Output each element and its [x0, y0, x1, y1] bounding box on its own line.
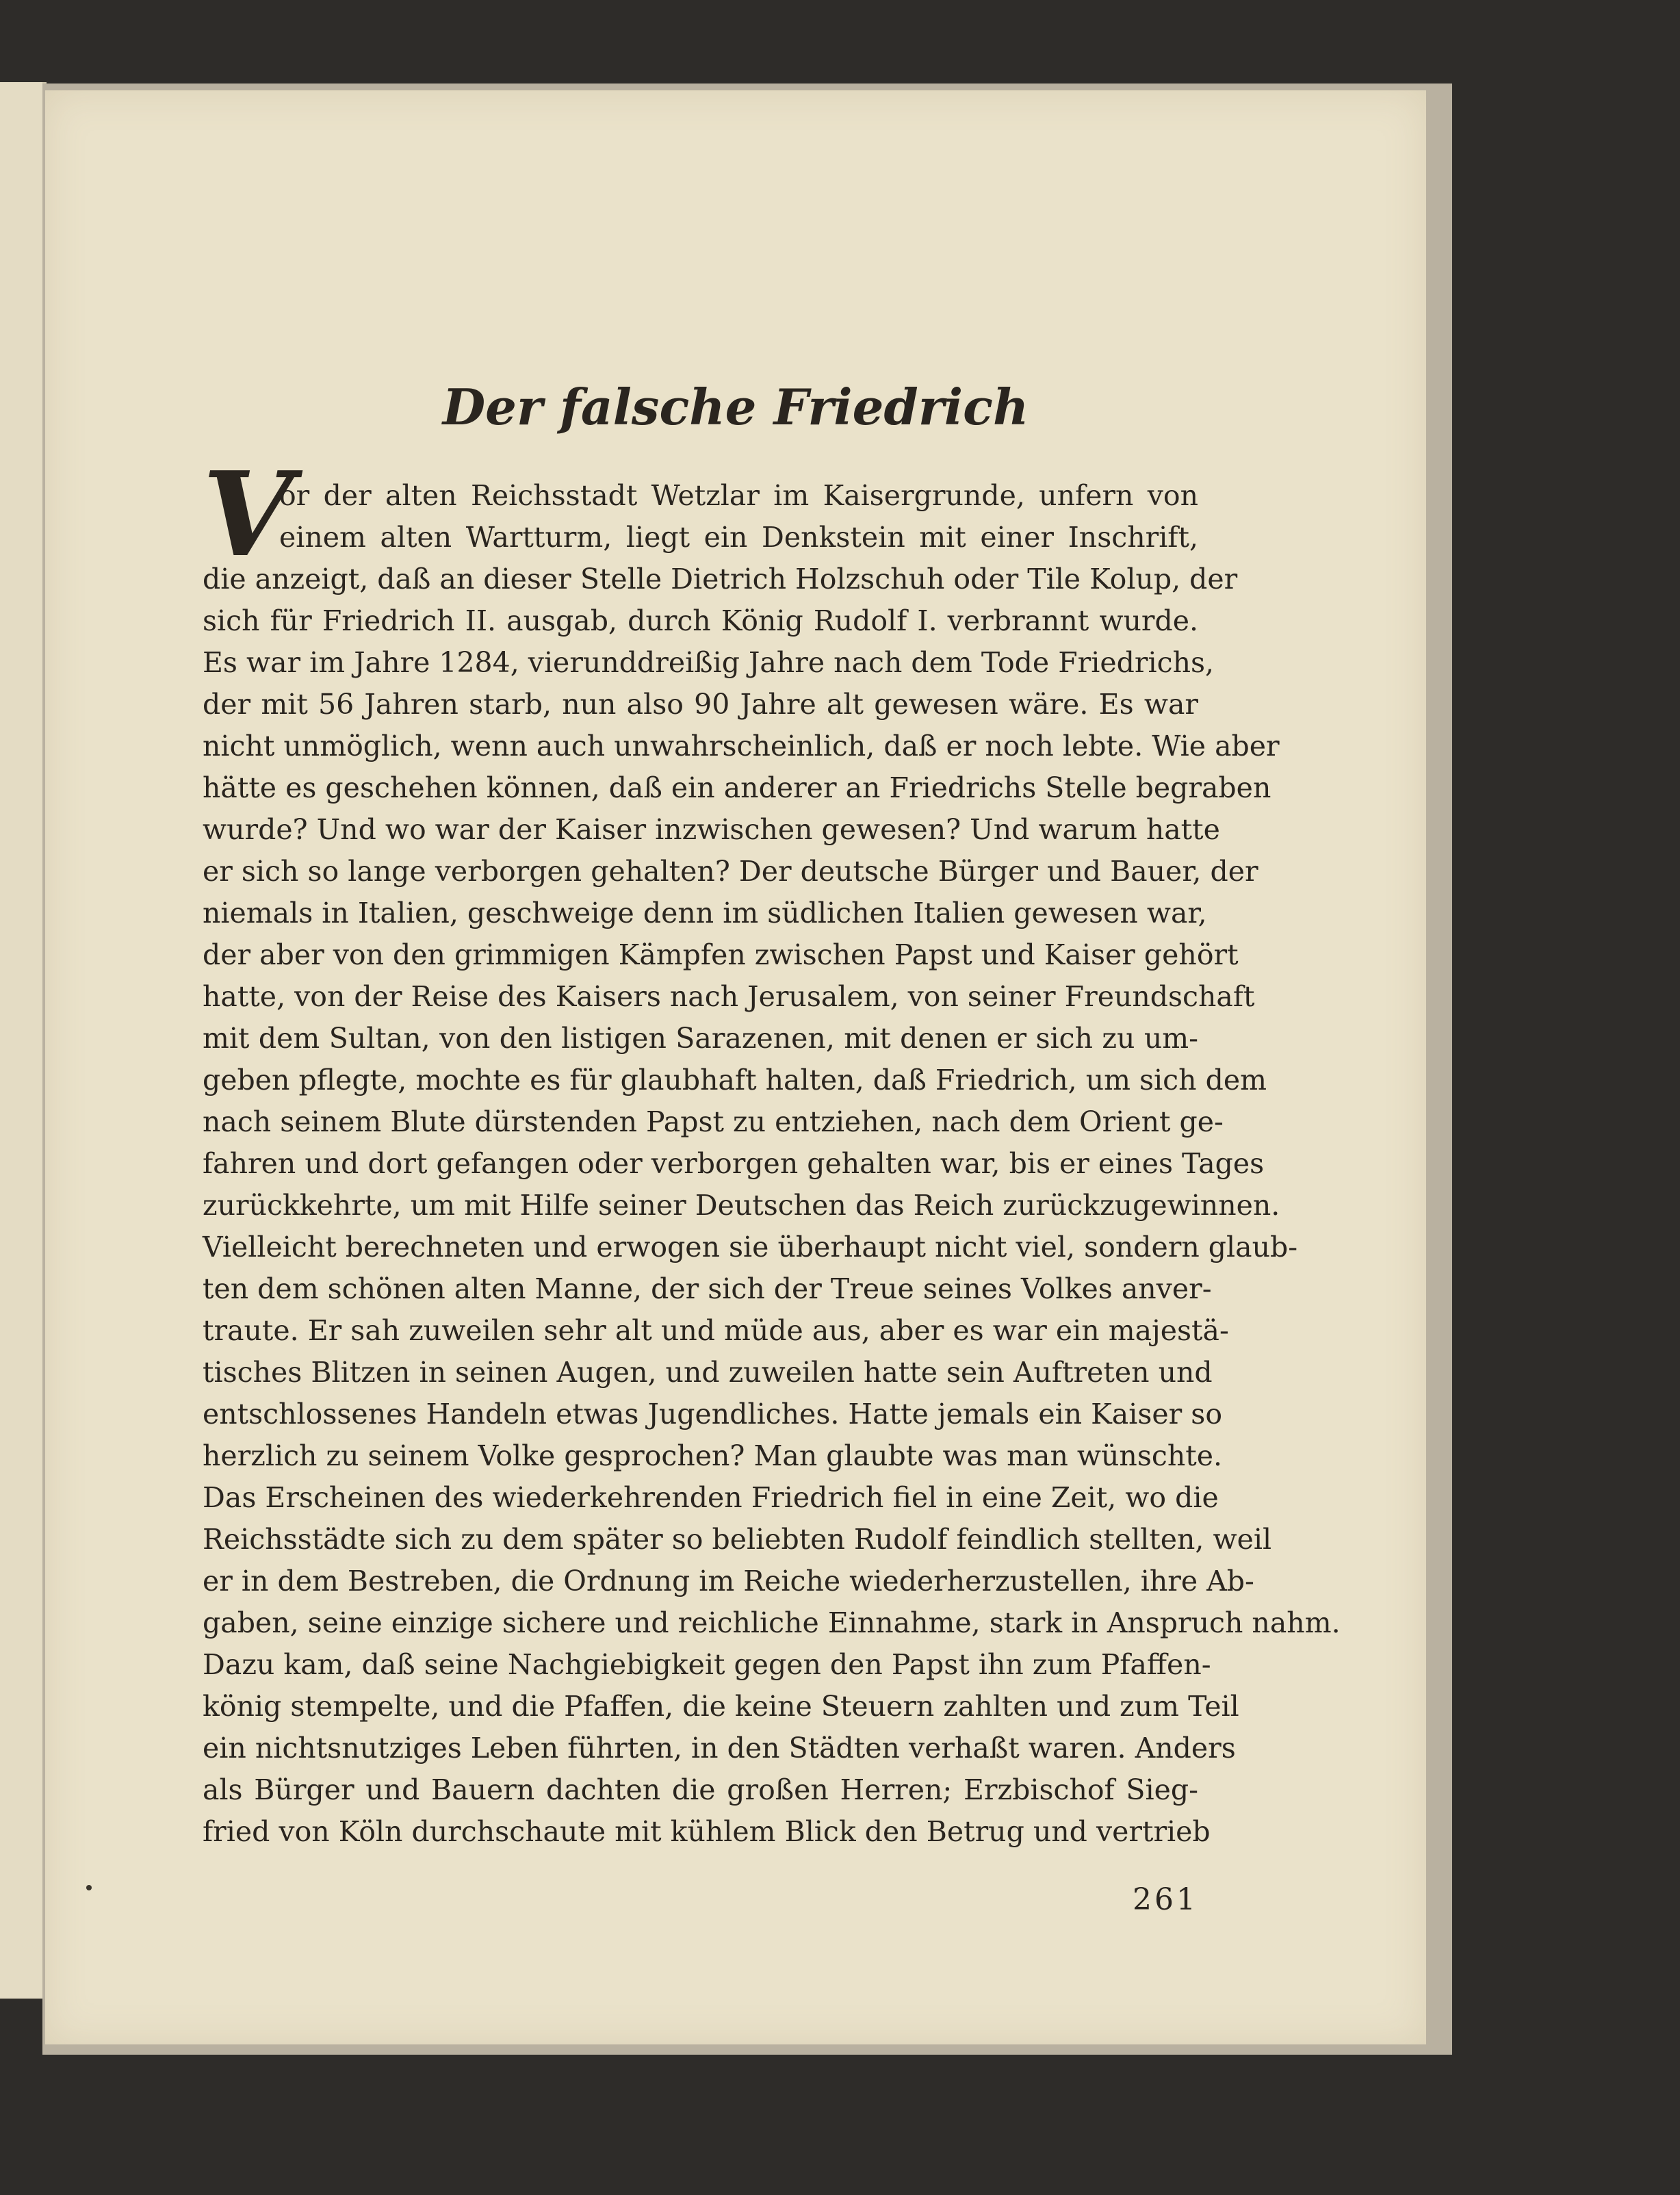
text-line: traute. Er sah zuweilen sehr alt und müde aus, aber es war ein majestä-: [203, 1314, 1229, 1347]
text-line: er sich so lange verborgen gehalten? Der deutsche Bürger und Bauer, der: [203, 855, 1258, 888]
text-line: Vielleicht berechneten und erwogen sie überhaupt nicht viel, sondern glaub-: [203, 1231, 1298, 1263]
text-line: or der alten Reichsstadt Wetzlar im Kaisergrunde, unfern von: [279, 479, 1198, 512]
text-line: nach seinem Blute dürstenden Papst zu entziehen, nach dem Orient ge-: [203, 1105, 1224, 1138]
text-line: als Bürger und Bauern dachten die großen Herren; Erzbischof Sieg-: [203, 1773, 1198, 1806]
text-line: der mit 56 Jahren starb, nun also 90 Jahre alt gewesen wäre. Es war: [203, 688, 1198, 721]
text-line: die anzeigt, daß an dieser Stelle Dietrich Holzschuh oder Tile Kolup, der: [203, 563, 1238, 595]
chapter-title: Der falsche Friedrich: [442, 378, 1029, 436]
text-line: ein nichtsnutziges Leben führten, in den Städten verhaßt waren. Anders: [203, 1732, 1236, 1764]
text-line: mit dem Sultan, von den listigen Sarazenen, mit denen er sich zu um-: [203, 1022, 1198, 1055]
text-line: zurückkehrte, um mit Hilfe seiner Deutschen das Reich zurückzugewinnen.: [203, 1189, 1280, 1222]
text-line: hätte es geschehen können, daß ein anderer an Friedrichs Stelle begraben: [203, 771, 1271, 804]
text-line: geben pflegte, mochte es für glaubhaft halten, daß Friedrich, um sich dem: [203, 1064, 1267, 1096]
text-line: fried von Köln durchschaute mit kühlem Blick den Betrug und vertrieb: [203, 1815, 1211, 1848]
text-line: Das Erscheinen des wiederkehrenden Friedrich fiel in eine Zeit, wo die: [203, 1481, 1219, 1514]
text-line: er in dem Bestreben, die Ordnung im Reiche wiederherzustellen, ihre Ab-: [203, 1565, 1254, 1597]
text-line: einem alten Wartturm, liegt ein Denkstein mit einer Inschrift,: [279, 521, 1198, 554]
text-line: wurde? Und wo war der Kaiser inzwischen gewesen? Und warum hatte: [203, 813, 1220, 846]
text-line: Dazu kam, daß seine Nachgiebigkeit gegen den Papst ihn zum Pfaffen-: [203, 1648, 1211, 1681]
page-number: 261: [1133, 1882, 1198, 1917]
body-text: [203, 475, 1341, 1853]
text-line: ten dem schönen alten Manne, der sich der Treue seines Volkes anver-: [203, 1272, 1212, 1305]
text-line: tisches Blitzen in seinen Augen, und zuweilen hatte sein Auftreten und: [203, 1356, 1213, 1389]
facing-page-edge: [0, 82, 47, 1999]
book-page: [45, 90, 1426, 2044]
text-line: niemals in Italien, geschweige denn im südlichen Italien gewesen war,: [203, 897, 1207, 929]
text-line: Es war im Jahre 1284, vierunddreißig Jahre nach dem Tode Friedrichs,: [203, 646, 1215, 679]
text-line: gaben, seine einzige sichere und reichliche Einnahme, stark in Anspruch nahm.: [203, 1606, 1341, 1639]
text-line: der aber von den grimmigen Kämpfen zwischen Papst und Kaiser gehört: [203, 938, 1239, 971]
text-line: Reichsstädte sich zu dem später so beliebten Rudolf feindlich stellten, weil: [203, 1523, 1272, 1556]
text-line: hatte, von der Reise des Kaisers nach Jerusalem, von seiner Freundschaft: [203, 980, 1255, 1013]
text-line: entschlossenes Handeln etwas Jugendliches. Hatte jemals ein Kaiser so: [203, 1398, 1223, 1430]
text-line: könig stempelte, und die Pfaffen, die keine Steuern zahlten und zum Teil: [203, 1690, 1239, 1723]
drop-cap-initial: V: [203, 446, 293, 583]
text-line: herzlich zu seinem Volke gesprochen? Man glaubte was man wünschte.: [203, 1439, 1222, 1472]
margin-mark: [86, 1885, 92, 1890]
text-line: nicht unmöglich, wenn auch unwahrscheinlich, daß er noch lebte. Wie aber: [203, 730, 1280, 762]
text-line: fahren und dort gefangen oder verborgen gehalten war, bis er eines Tages: [203, 1147, 1265, 1180]
text-line: sich für Friedrich II. ausgab, durch König Rudolf I. verbrannt wurde.: [203, 604, 1198, 637]
